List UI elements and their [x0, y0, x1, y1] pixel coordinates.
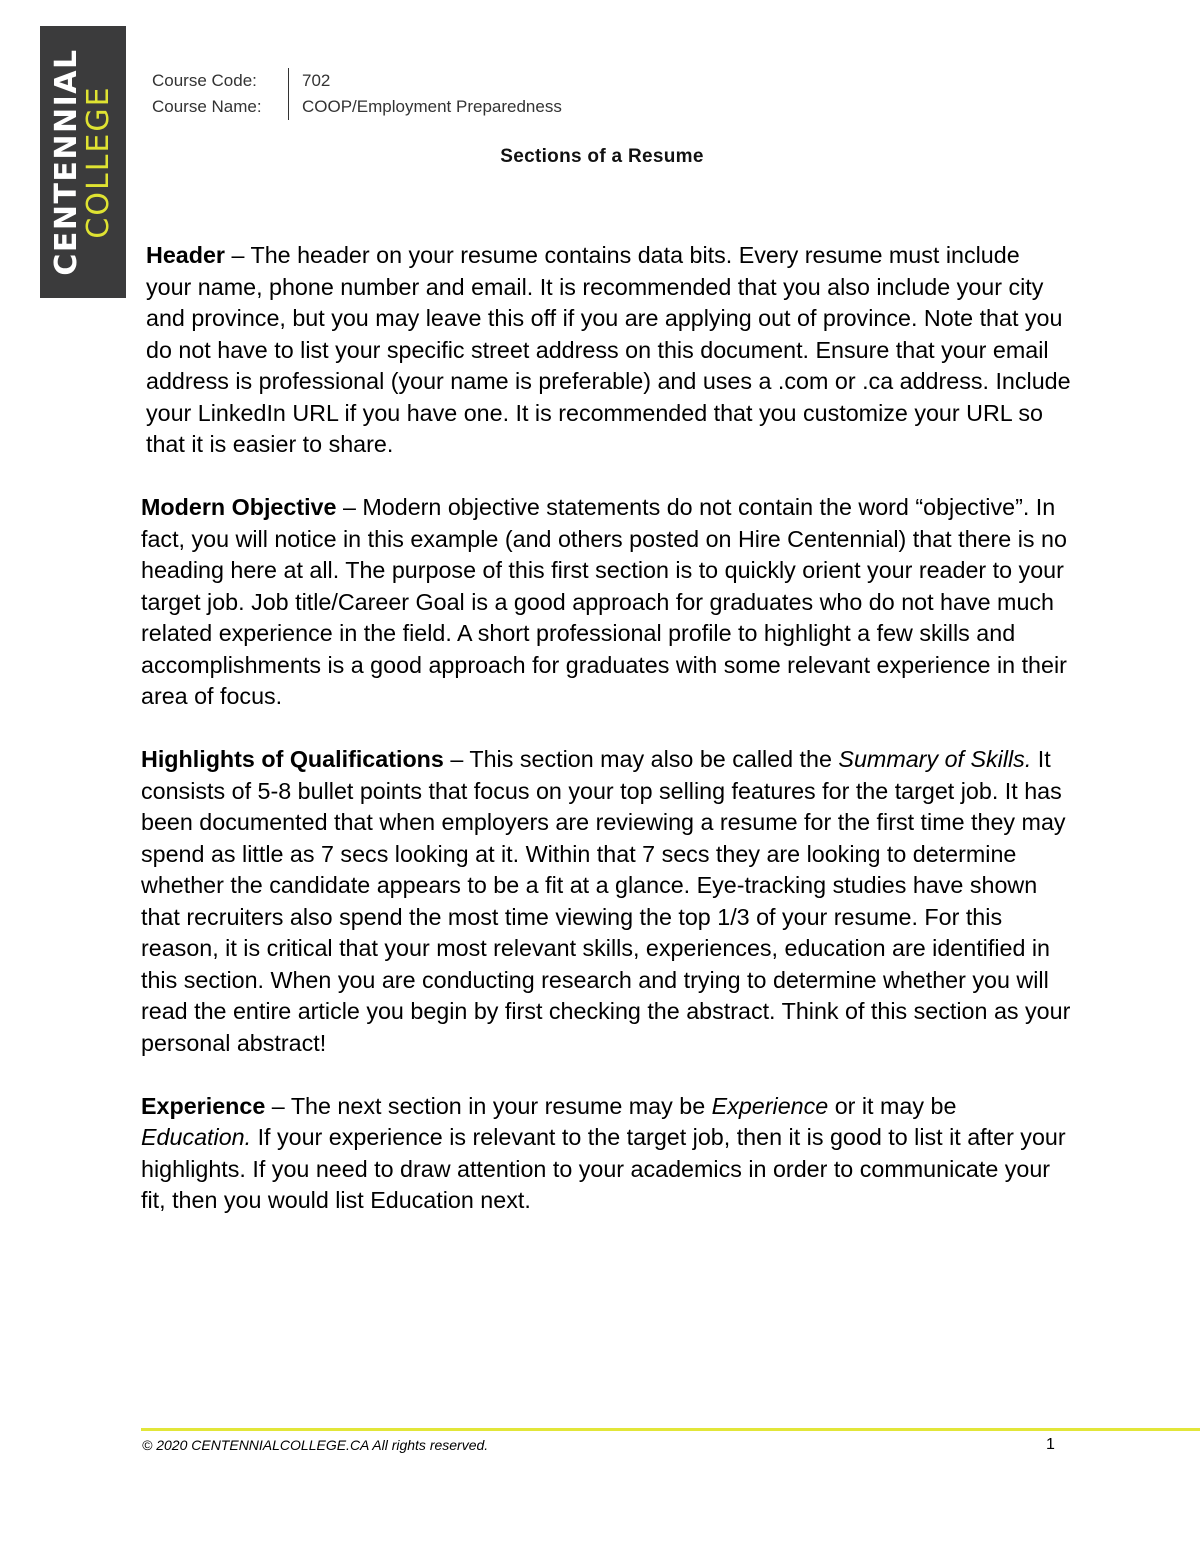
- section-term: Highlights of Qualifications: [141, 746, 444, 772]
- section-text-italic: Experience: [711, 1092, 829, 1119]
- section-text: The next section in your resume may be: [290, 1092, 712, 1119]
- section-text: This section may also be called the: [469, 746, 839, 772]
- section-text: The header on your resume contains data bits. Every resume must include your name, phone number and email. It is recommended that you also include your city and province, but you may leave this off if you are applying out of province. Note that you do not have to list your specific street address on this document. Ensure that your email address is professional (your name is preferable) and uses a .com or .ca address. Include your LinkedIn URL if you have one. It is recommended that you customize your URL so that it is easier to share.: [146, 242, 1071, 457]
- document-title: Sections of a Resume: [500, 146, 704, 167]
- course-code-label: Course Code:: [152, 68, 289, 94]
- section-text: It consists of 5-8 bullet points that focus on your top selling features for the target job. It has been documented that when employers are reviewing a resume for the first time they may spend as little as 7 secs looking at it. Within that 7 secs they are looking to determine whether the candidate appears to be a fit at a glance. Eye-tracking studies have shown that recruiters also spend the most time viewing the top 1/3 of your resume. For this reason, it is critical that your most relevant skills, experiences, education are identified in this section. When you are conducting research and trying to determine whether you will read the entire article you begin by first checking the abstract. Think of this section as your personal abstract!: [141, 746, 1071, 1056]
- course-code-row: [152, 68, 562, 94]
- course-name-label: Course Name:: [152, 94, 289, 120]
- course-name-value: COOP/Employment Preparedness: [302, 97, 562, 116]
- section-dash: –: [443, 746, 470, 772]
- section-text-italic: Education.: [141, 1124, 252, 1150]
- section-modern-objective: [141, 492, 1071, 713]
- section-term: Experience: [141, 1092, 266, 1119]
- section-text: or it may be: [828, 1092, 957, 1119]
- section-term: Modern Objective: [141, 494, 337, 520]
- section-text: If your experience is relevant to the target job, then it is good to list it after your highlights. If you need to draw attention to your academics in order to communicate your fit, then you would list Education next.: [141, 1124, 1066, 1213]
- logo-line-centennial: CENTENNIAL: [49, 48, 84, 276]
- section-text: Modern objective statements do not contain the word “objective”. In fact, you will notice in this example (and others posted on Hire Centennial) that there is no heading here at all. The purpose of this first section is to quickly orient your reader to your target job. Job title/Career Goal is a good approach for graduates who do not have much related experience in the field. A short professional profile to highlight a few skills and accomplishments is a good approach for graduates with some relevant experience in their area of focus.: [141, 494, 1067, 709]
- section-experience: [141, 1091, 1071, 1217]
- section-header: [141, 240, 1071, 461]
- page-number: 1: [1046, 1436, 1055, 1453]
- document-body: [141, 240, 1071, 1248]
- section-dash: –: [265, 1092, 291, 1119]
- course-name-row: [152, 94, 562, 120]
- section-dash: –: [336, 494, 363, 520]
- section-term: Header: [146, 242, 225, 268]
- footer-copyright: © 2020 CENTENNIALCOLLEGE.CA All rights reserved.: [142, 1437, 489, 1453]
- section-dash: –: [225, 242, 251, 268]
- course-info: [152, 68, 562, 120]
- section-highlights: [141, 744, 1071, 1059]
- course-code-value: 702: [302, 71, 331, 90]
- logo-line-college: COLLEGE: [81, 85, 116, 239]
- section-text-italic: Summary of Skills.: [838, 746, 1032, 772]
- footer-rule: [141, 1428, 1200, 1431]
